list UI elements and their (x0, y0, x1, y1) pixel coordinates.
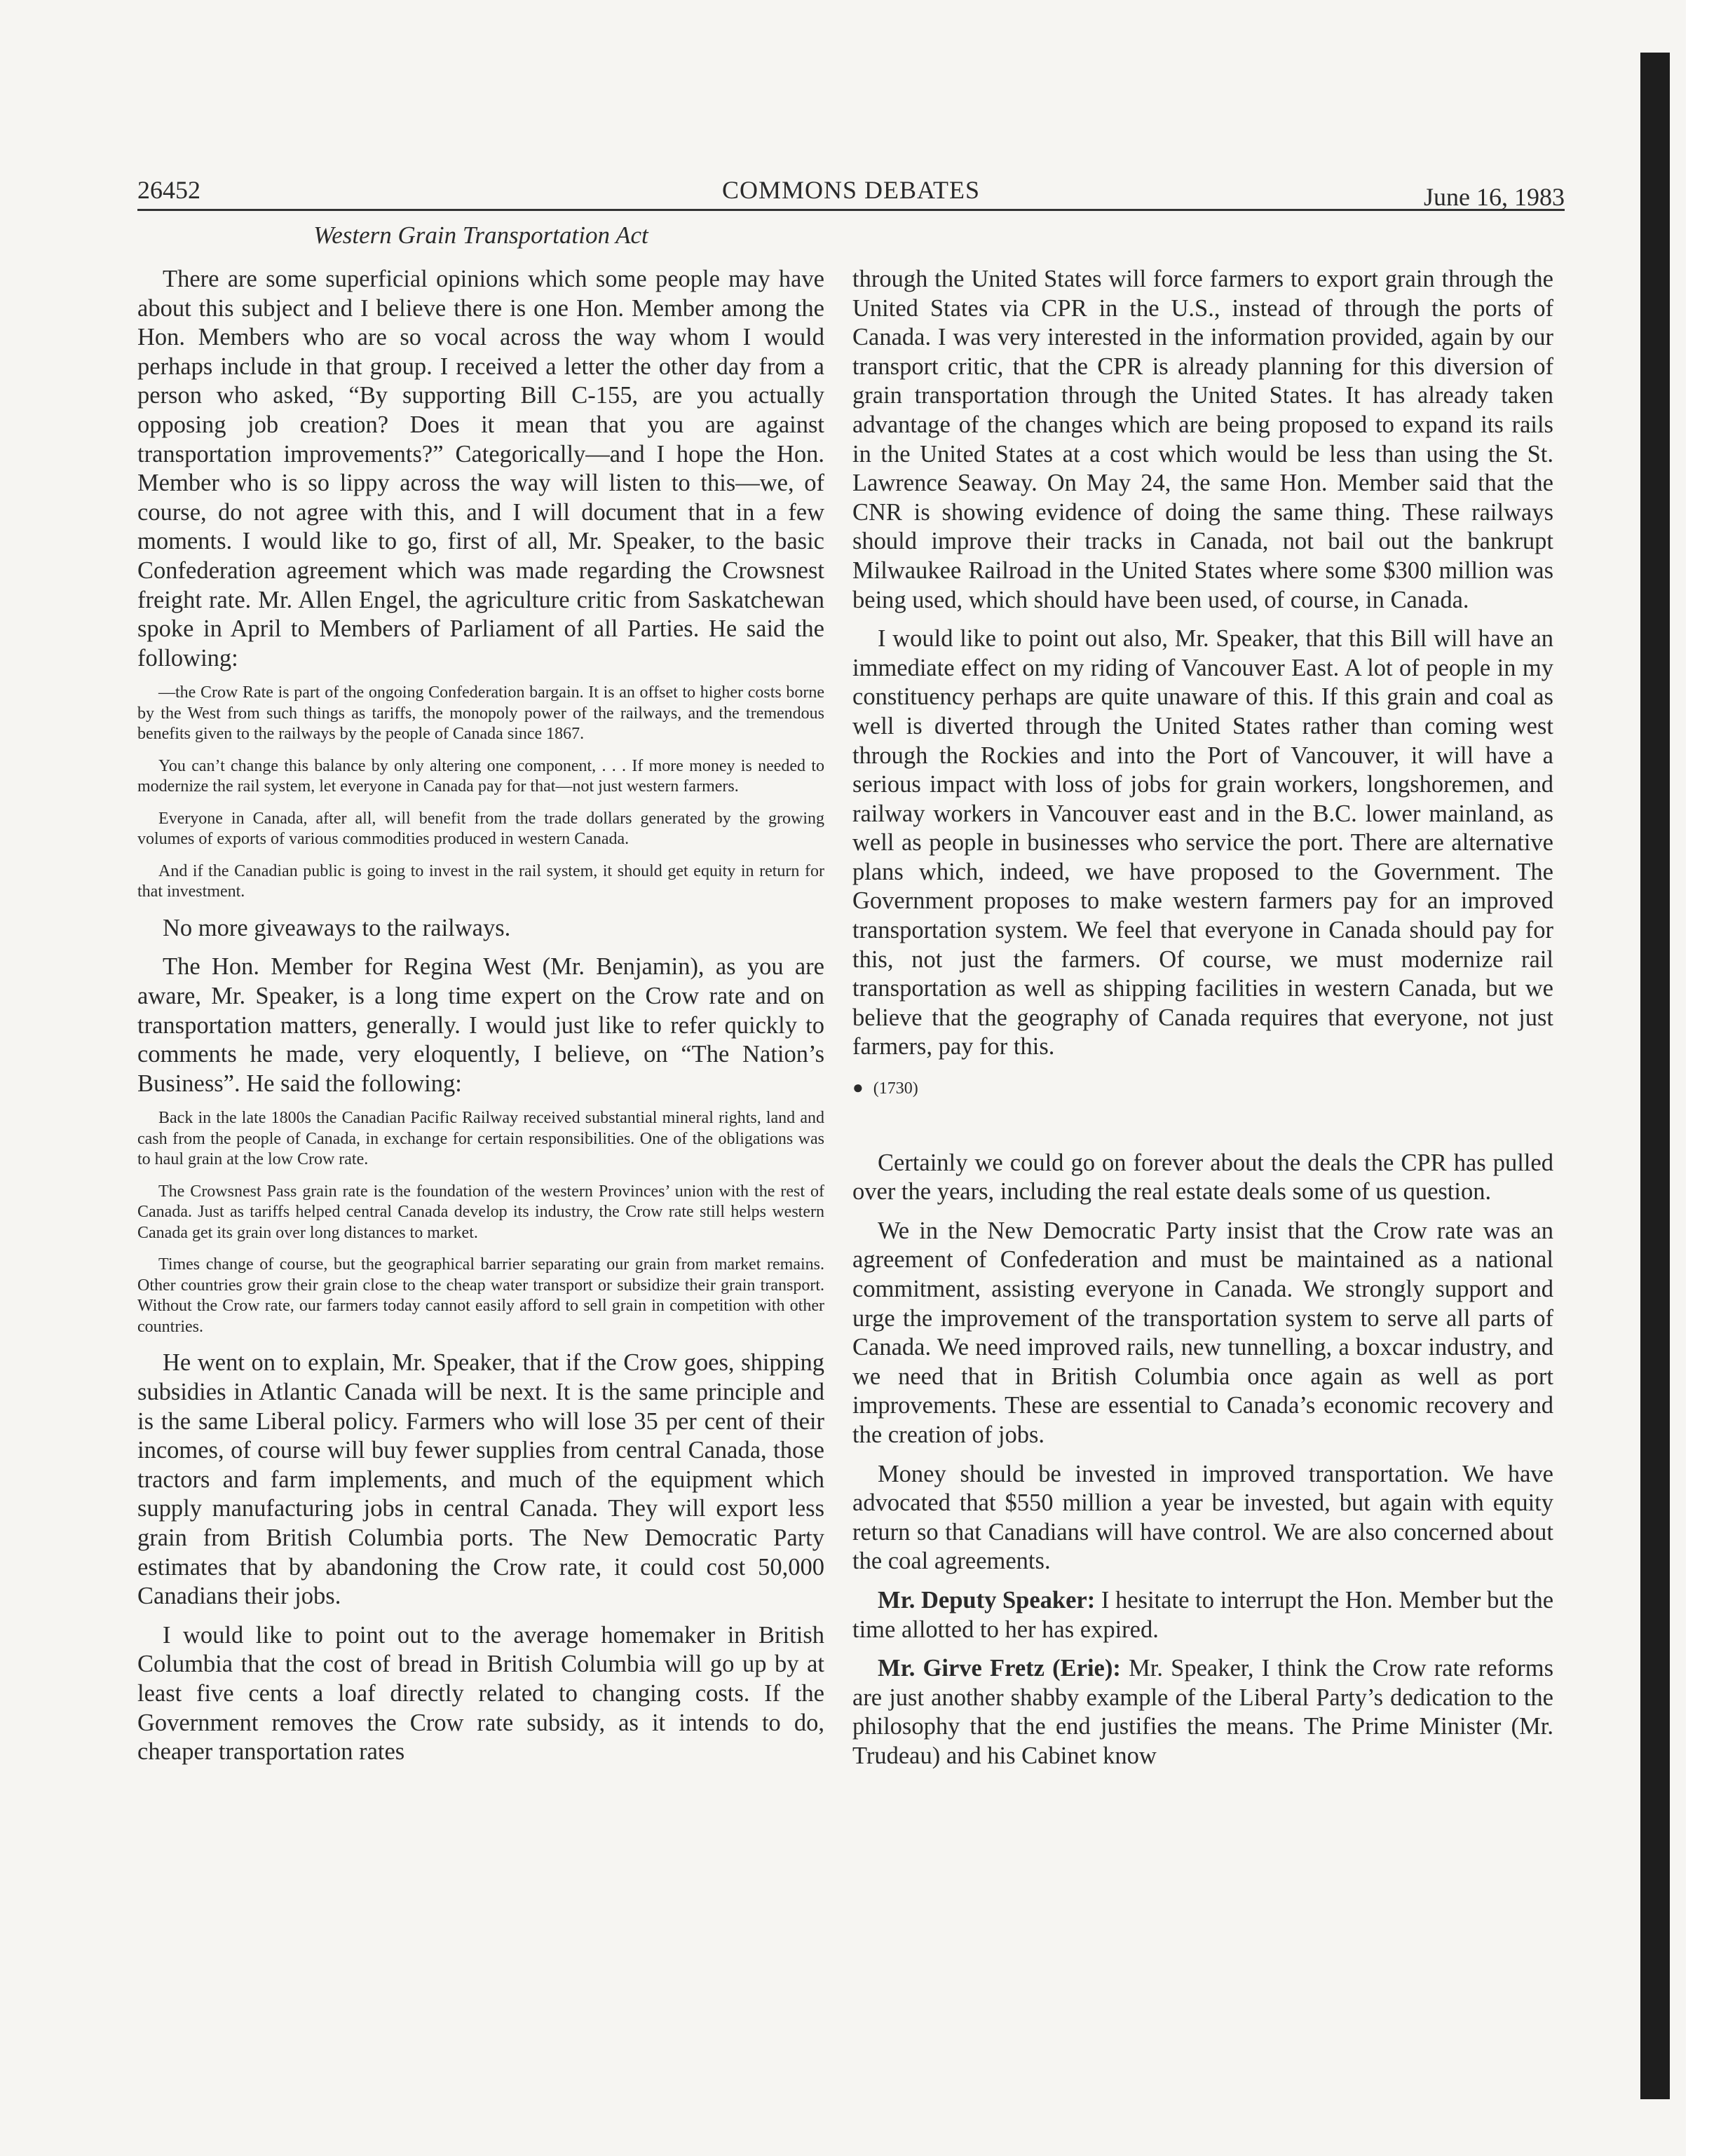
speech-text: Mr. Speaker, I think the Crow rate reforms are just another shabby example of the Liberal Party’s dedication to the philosophy that the end justifies the means. The Prime Minister (Mr. Trudeau) and his Cabinet know (852, 1655, 1553, 1769)
publication-title: COMMONS DEBATES (721, 176, 981, 204)
paragraph: No more giveaways to the railways. (163, 914, 511, 941)
quotation: The Crowsnest Pass grain rate is the foundation of the western Provinces’ union with the rest of Canada. Just as tariffs helped central Canada develop its industry, the Crow rate still helps western Canada get its grain over long distances to market. (137, 1182, 824, 1242)
speaker-name: Mr. Girve Fretz (Erie): (878, 1655, 1121, 1682)
paragraph: Certainly we could go on forever about the deals the CPR has pulled over the years, including the real estate deals some of us question. (852, 1149, 1553, 1206)
paragraph: Money should be invested in improved transportation. We have advocated that $550 million a year be invested, but again with equity return so that Canadians will have control. We are also concerned about the coal agreements. (852, 1460, 1553, 1575)
quotation: Everyone in Canada, after all, will benefit from the trade dollars generated by the growing volumes of exports of various commodities produced in western Canada. (137, 809, 824, 849)
speaker-name: Mr. Deputy Speaker: (878, 1586, 1096, 1613)
paragraph: He went on to explain, Mr. Speaker, that if the Crow goes, shipping subsidies in Atlantic Canada will be next. It is the same principle and is the same Liberal policy. Farmers who will lose 35 per cent of their incomes, of course will buy fewer supplies from central Canada, those tractors and farm implements, and much of the equipment which supply manufacturing jobs in central Canada. They will export less grain from British Columbia ports. The New Democratic Party estimates that by abandoning the Crow rate, it could cost 50,000 Canadians their jobs. (137, 1349, 824, 1610)
quotation: Times change of course, but the geographical barrier separating our grain from market remains. Other countries grow their grain close to the cheap water transport or subsidize their grain transport. Without the Crow rate, our farmers today cannot easily afford to sell grain in competition with other countries. (137, 1255, 824, 1336)
quotation: —the Crow Rate is part of the ongoing Confederation bargain. It is an offset to higher costs borne by the West from such things as tariffs, the monopoly power of the railways, and the tremendous benefits given to the railways by the people of Canada since 1867. (137, 683, 824, 744)
paragraph: We in the New Democratic Party insist that the Crow rate was an agreement of Confederation and must be maintained as a national commitment, assisting everyone in Canada. We strongly support and urge the improvement of the transportation system to serve all parts of Canada. We need improved rails, new tunnelling, a boxcar industry, and we need that in British Columbia once again as well as port improvements. These are essential to Canada’s economic recovery and the creation of jobs. (852, 1217, 1553, 1448)
quotation: And if the Canadian public is going to invest in the rail system, it should get equity in return for that investment. (137, 861, 824, 901)
scan-margin (1686, 0, 1735, 2156)
time-marker-label: (1730) (873, 1079, 918, 1098)
section-title: Western Grain Transportation Act (313, 221, 648, 249)
paragraph: I would like to point out to the average homemaker in British Columbia that the cost of bread in British Columbia will go up by at least five cents a loaf directly related to changing costs. If the Government removes the Crow rate subsidy, as it intends to do, cheaper transportation rates (137, 1621, 824, 1766)
speech (852, 1586, 1553, 1644)
paragraph: through the United States will force farmers to export grain through the United States via CPR in the U.S., instead of through the ports of Canada. I was very interested in the information provided, again by our transport critic, that the CPR is already planning for this diversion of grain transportation through the United States. It has already taken advantage of the changes which are being proposed to expand its rails in the United States at a cost which would be less than using the St. Lawrence Seaway. On May 24, the same Hon. Member said that the CNR is showing evidence of doing the same thing. These railways should improve their tracks in Canada, not bail out the bankrupt Milwaukee Railroad in the United States where some $300 million was being used, which should have been used, of course, in Canada. (852, 266, 1553, 613)
quotation: Back in the late 1800s the Canadian Pacific Railway received substantial mineral rights, land and cash from the people of Canada, in exchange for certain responsibilities. One of the obligations was to haul grain at the low Crow rate. (137, 1109, 824, 1169)
speech (852, 1654, 1553, 1770)
paragraph: I would like to point out also, Mr. Speaker, that this Bill will have an immediate effect on my riding of Vancouver East. A lot of people in my constituency perhaps are quite unaware of this. If this grain and coal as well is diverted through the United States rather than coming west through the Rockies and into the Port of Vancouver, it will have a serious impact with loss of jobs for grain workers, longshoremen, and railway workers in Vancouver east and in the B.C. lower mainland, as well as people in businesses who service the port. There are alternative plans which, indeed, we have proposed to the Government. The Government proposes to make western farmers pay for an improved transportation system. We feel that everyone in Canada should pay for this, not just the farmers. Of course, we must modernize rail transportation as well as shipping facilities in western Canada, but we believe that the geography of Canada requires that everyone, not just farmers, pay for this. (852, 625, 1553, 1060)
page-number: 26452 (137, 176, 200, 204)
bullet-icon: ● (852, 1077, 864, 1098)
quotation: You can’t change this balance by only altering one component, . . . If more money is needed to modernize the rail system, let everyone in Canada pay for that—not just western farmers. (137, 756, 824, 796)
paragraph: The Hon. Member for Regina West (Mr. Benjamin), as you are aware, Mr. Speaker, is a long time expert on the Crow rate and on transportation matters, generally. I would just like to refer quickly to comments he made, very eloquently, I believe, on “The Nation’s Business”. He said the following: (137, 953, 824, 1097)
publication-date: June 16, 1983 (1424, 183, 1565, 211)
right-column (852, 265, 1553, 1781)
scan-edge-shadow (1640, 53, 1670, 2099)
time-marker (852, 1073, 1553, 1104)
speech-text: I hesitate to interrupt the Hon. Member but the time allotted to her has expired. (852, 1586, 1554, 1643)
paragraph: There are some superficial opinions which some people may have about this subject and I believe there is one Hon. Member among the Hon. Members who are so vocal across the way whom I would perhaps include in that group. I received a letter the other day from a person who asked, “By supporting Bill C-155, are you actually opposing job creation? Does it mean that you are against transportation improvements?” Categorically—and I hope the Hon. Member who is so lippy across the way will listen to this—we, of course, do not agree with this, and I will document that in a few moments. I would like to go, first of all, Mr. Speaker, to the basic Confederation agreement which was made regarding the Crowsnest freight rate. Mr. Allen Engel, the agriculture critic from Saskatchewan spoke in April to Members of Parliament of all Parties. He said the following: (137, 266, 824, 671)
left-column (137, 265, 824, 1777)
page-header (137, 167, 1565, 211)
